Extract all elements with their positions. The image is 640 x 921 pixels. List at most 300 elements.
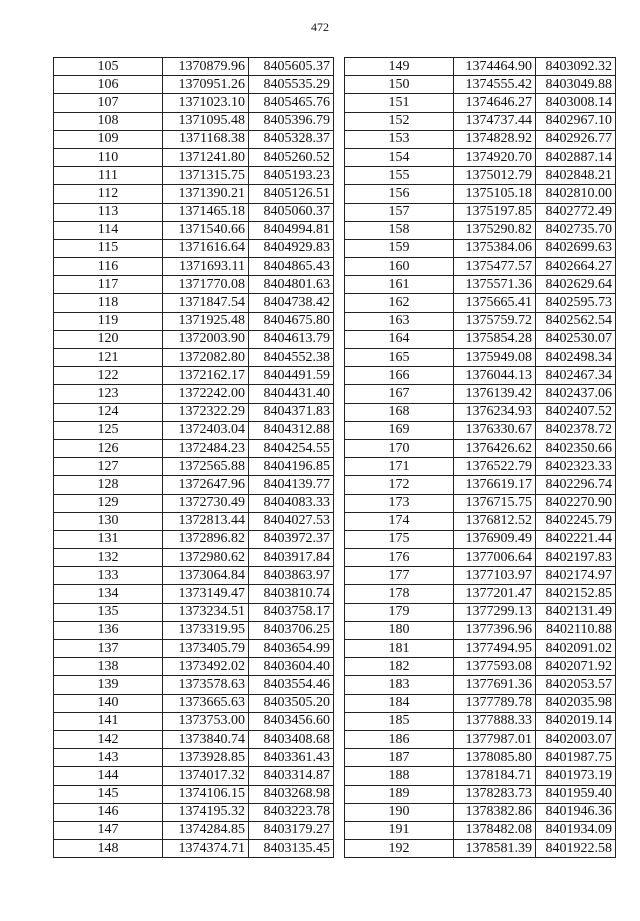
- x-coordinate-cell: 1371540.66: [163, 221, 249, 239]
- y-coordinate-cell: 8404139.77: [249, 476, 334, 494]
- point-number-cell: 131: [54, 530, 163, 548]
- x-coordinate-cell: 1377691.36: [454, 676, 536, 694]
- y-coordinate-cell: 8402221.44: [536, 530, 616, 548]
- table-row: [345, 803, 616, 821]
- y-coordinate-cell: 8401987.75: [536, 749, 616, 767]
- x-coordinate-cell: 1378581.39: [454, 840, 536, 858]
- point-number-cell: 128: [54, 476, 163, 494]
- point-number-cell: 171: [345, 458, 454, 476]
- x-coordinate-cell: 1371465.18: [163, 203, 249, 221]
- point-number-cell: 132: [54, 549, 163, 567]
- x-coordinate-cell: 1373578.63: [163, 676, 249, 694]
- table-row: [54, 767, 334, 785]
- table-row: [345, 439, 616, 457]
- point-number-cell: 155: [345, 167, 454, 185]
- x-coordinate-cell: 1372813.44: [163, 512, 249, 530]
- x-coordinate-cell: 1378184.71: [454, 767, 536, 785]
- point-number-cell: 157: [345, 203, 454, 221]
- table-row: [54, 494, 334, 512]
- point-number-cell: 134: [54, 585, 163, 603]
- point-number-cell: 113: [54, 203, 163, 221]
- x-coordinate-cell: 1377299.13: [454, 603, 536, 621]
- point-number-cell: 106: [54, 76, 163, 94]
- y-coordinate-cell: 8402071.92: [536, 658, 616, 676]
- y-coordinate-cell: 8405060.37: [249, 203, 334, 221]
- table-row: [54, 439, 334, 457]
- table-row: [345, 621, 616, 639]
- x-coordinate-cell: 1373492.02: [163, 658, 249, 676]
- y-coordinate-cell: 8402810.00: [536, 185, 616, 203]
- x-coordinate-cell: 1375949.08: [454, 349, 536, 367]
- table-row: [345, 676, 616, 694]
- table-row: [345, 385, 616, 403]
- y-coordinate-cell: 8402664.27: [536, 258, 616, 276]
- x-coordinate-cell: 1374828.92: [454, 130, 536, 148]
- point-number-cell: 125: [54, 421, 163, 439]
- x-coordinate-cell: 1374374.71: [163, 840, 249, 858]
- y-coordinate-cell: 8402091.02: [536, 640, 616, 658]
- x-coordinate-cell: 1373753.00: [163, 712, 249, 730]
- y-coordinate-cell: 8402378.72: [536, 421, 616, 439]
- page-number: 472: [311, 20, 329, 34]
- y-coordinate-cell: 8403049.88: [536, 76, 616, 94]
- y-coordinate-cell: 8402467.34: [536, 367, 616, 385]
- y-coordinate-cell: 8404613.79: [249, 330, 334, 348]
- y-coordinate-cell: 8402926.77: [536, 130, 616, 148]
- y-coordinate-cell: 8403810.74: [249, 585, 334, 603]
- y-coordinate-cell: 8402019.14: [536, 712, 616, 730]
- y-coordinate-cell: 8405193.23: [249, 167, 334, 185]
- y-coordinate-cell: 8401973.19: [536, 767, 616, 785]
- y-coordinate-cell: 8403505.20: [249, 694, 334, 712]
- y-coordinate-cell: 8401922.58: [536, 840, 616, 858]
- table-row: [54, 603, 334, 621]
- x-coordinate-cell: 1375197.85: [454, 203, 536, 221]
- x-coordinate-cell: 1374920.70: [454, 148, 536, 166]
- table-row: [54, 76, 334, 94]
- point-number-cell: 122: [54, 367, 163, 385]
- y-coordinate-cell: 8402035.98: [536, 694, 616, 712]
- x-coordinate-cell: 1378085.80: [454, 749, 536, 767]
- y-coordinate-cell: 8403314.87: [249, 767, 334, 785]
- table-row: [54, 712, 334, 730]
- x-coordinate-cell: 1374555.42: [454, 76, 536, 94]
- x-coordinate-cell: 1374106.15: [163, 785, 249, 803]
- y-coordinate-cell: 8402053.57: [536, 676, 616, 694]
- y-coordinate-cell: 8404865.43: [249, 258, 334, 276]
- point-number-cell: 116: [54, 258, 163, 276]
- table-row: [54, 167, 334, 185]
- x-coordinate-cell: 1372322.29: [163, 403, 249, 421]
- table-row: [54, 294, 334, 312]
- point-number-cell: 117: [54, 276, 163, 294]
- table-row: [345, 367, 616, 385]
- table-row: [54, 203, 334, 221]
- table-row: [345, 148, 616, 166]
- point-number-cell: 175: [345, 530, 454, 548]
- table-row: [345, 494, 616, 512]
- x-coordinate-cell: 1377396.96: [454, 621, 536, 639]
- y-coordinate-cell: 8403604.40: [249, 658, 334, 676]
- table-row: [54, 458, 334, 476]
- x-coordinate-cell: 1375759.72: [454, 312, 536, 330]
- y-coordinate-cell: 8402407.52: [536, 403, 616, 421]
- y-coordinate-cell: 8401959.40: [536, 785, 616, 803]
- table-row: [345, 258, 616, 276]
- point-number-cell: 186: [345, 730, 454, 748]
- y-coordinate-cell: 8404027.53: [249, 512, 334, 530]
- table-row: [54, 312, 334, 330]
- point-number-cell: 176: [345, 549, 454, 567]
- table-row: [345, 239, 616, 257]
- y-coordinate-cell: 8403863.97: [249, 567, 334, 585]
- y-coordinate-cell: 8401946.36: [536, 803, 616, 821]
- y-coordinate-cell: 8402735.70: [536, 221, 616, 239]
- table-row: [345, 76, 616, 94]
- y-coordinate-cell: 8403706.25: [249, 621, 334, 639]
- y-coordinate-cell: 8403917.84: [249, 549, 334, 567]
- table-row: [345, 476, 616, 494]
- x-coordinate-cell: 1371023.10: [163, 94, 249, 112]
- point-number-cell: 188: [345, 767, 454, 785]
- x-coordinate-cell: 1377494.95: [454, 640, 536, 658]
- point-number-cell: 183: [345, 676, 454, 694]
- x-coordinate-cell: 1375105.18: [454, 185, 536, 203]
- x-coordinate-cell: 1376426.62: [454, 439, 536, 457]
- point-number-cell: 158: [345, 221, 454, 239]
- table-row: [54, 585, 334, 603]
- point-number-cell: 182: [345, 658, 454, 676]
- x-coordinate-cell: 1372647.96: [163, 476, 249, 494]
- y-coordinate-cell: 8402699.63: [536, 239, 616, 257]
- coordinates-table-left-body: [54, 58, 334, 858]
- point-number-cell: 191: [345, 821, 454, 839]
- x-coordinate-cell: 1378382.86: [454, 803, 536, 821]
- point-number-cell: 147: [54, 821, 163, 839]
- y-coordinate-cell: 8403456.60: [249, 712, 334, 730]
- x-coordinate-cell: 1375384.06: [454, 239, 536, 257]
- y-coordinate-cell: 8404312.88: [249, 421, 334, 439]
- x-coordinate-cell: 1375477.57: [454, 258, 536, 276]
- point-number-cell: 124: [54, 403, 163, 421]
- x-coordinate-cell: 1371925.48: [163, 312, 249, 330]
- table-row: [54, 549, 334, 567]
- point-number-cell: 179: [345, 603, 454, 621]
- y-coordinate-cell: 8402498.34: [536, 349, 616, 367]
- x-coordinate-cell: 1373064.84: [163, 567, 249, 585]
- point-number-cell: 165: [345, 349, 454, 367]
- point-number-cell: 138: [54, 658, 163, 676]
- table-row: [345, 712, 616, 730]
- y-coordinate-cell: 8402131.49: [536, 603, 616, 621]
- point-number-cell: 162: [345, 294, 454, 312]
- table-row: [345, 749, 616, 767]
- point-number-cell: 120: [54, 330, 163, 348]
- x-coordinate-cell: 1374646.27: [454, 94, 536, 112]
- x-coordinate-cell: 1373928.85: [163, 749, 249, 767]
- table-row: [345, 458, 616, 476]
- table-row: [345, 658, 616, 676]
- point-number-cell: 148: [54, 840, 163, 858]
- x-coordinate-cell: 1374195.32: [163, 803, 249, 821]
- point-number-cell: 190: [345, 803, 454, 821]
- y-coordinate-cell: 8405328.37: [249, 130, 334, 148]
- y-coordinate-cell: 8402967.10: [536, 112, 616, 130]
- y-coordinate-cell: 8403972.37: [249, 530, 334, 548]
- point-number-cell: 168: [345, 403, 454, 421]
- y-coordinate-cell: 8403008.14: [536, 94, 616, 112]
- table-row: [345, 276, 616, 294]
- x-coordinate-cell: 1371693.11: [163, 258, 249, 276]
- x-coordinate-cell: 1373665.63: [163, 694, 249, 712]
- table-row: [54, 385, 334, 403]
- x-coordinate-cell: 1374737.44: [454, 112, 536, 130]
- y-coordinate-cell: 8401934.09: [536, 821, 616, 839]
- table-row: [54, 330, 334, 348]
- table-row: [54, 94, 334, 112]
- x-coordinate-cell: 1377987.01: [454, 730, 536, 748]
- x-coordinate-cell: 1376909.49: [454, 530, 536, 548]
- point-number-cell: 109: [54, 130, 163, 148]
- y-coordinate-cell: 8403554.46: [249, 676, 334, 694]
- y-coordinate-cell: 8403361.43: [249, 749, 334, 767]
- point-number-cell: 139: [54, 676, 163, 694]
- point-number-cell: 178: [345, 585, 454, 603]
- x-coordinate-cell: 1375665.41: [454, 294, 536, 312]
- table-row: [54, 821, 334, 839]
- table-row: [345, 585, 616, 603]
- y-coordinate-cell: 8404675.80: [249, 312, 334, 330]
- x-coordinate-cell: 1372403.04: [163, 421, 249, 439]
- point-number-cell: 163: [345, 312, 454, 330]
- table-row: [54, 658, 334, 676]
- table-row: [345, 403, 616, 421]
- point-number-cell: 149: [345, 58, 454, 76]
- y-coordinate-cell: 8402350.66: [536, 439, 616, 457]
- table-row: [345, 730, 616, 748]
- point-number-cell: 180: [345, 621, 454, 639]
- x-coordinate-cell: 1376619.17: [454, 476, 536, 494]
- x-coordinate-cell: 1372980.62: [163, 549, 249, 567]
- x-coordinate-cell: 1374464.90: [454, 58, 536, 76]
- table-row: [54, 276, 334, 294]
- y-coordinate-cell: 8402772.49: [536, 203, 616, 221]
- table-row: [54, 148, 334, 166]
- point-number-cell: 141: [54, 712, 163, 730]
- y-coordinate-cell: 8402848.21: [536, 167, 616, 185]
- table-row: [54, 421, 334, 439]
- x-coordinate-cell: 1373319.95: [163, 621, 249, 639]
- point-number-cell: 129: [54, 494, 163, 512]
- y-coordinate-cell: 8403223.78: [249, 803, 334, 821]
- x-coordinate-cell: 1373405.79: [163, 640, 249, 658]
- y-coordinate-cell: 8403092.32: [536, 58, 616, 76]
- table-row: [54, 785, 334, 803]
- table-row: [54, 840, 334, 858]
- table-row: [54, 694, 334, 712]
- y-coordinate-cell: 8403179.27: [249, 821, 334, 839]
- x-coordinate-cell: 1377789.78: [454, 694, 536, 712]
- point-number-cell: 161: [345, 276, 454, 294]
- table-row: [54, 239, 334, 257]
- point-number-cell: 121: [54, 349, 163, 367]
- x-coordinate-cell: 1371770.08: [163, 276, 249, 294]
- table-row: [54, 130, 334, 148]
- table-row: [345, 312, 616, 330]
- coordinates-table-right-body: [345, 58, 616, 858]
- y-coordinate-cell: 8402323.33: [536, 458, 616, 476]
- y-coordinate-cell: 8404083.33: [249, 494, 334, 512]
- x-coordinate-cell: 1371847.54: [163, 294, 249, 312]
- x-coordinate-cell: 1374017.32: [163, 767, 249, 785]
- x-coordinate-cell: 1371168.38: [163, 130, 249, 148]
- y-coordinate-cell: 8405126.51: [249, 185, 334, 203]
- point-number-cell: 159: [345, 239, 454, 257]
- y-coordinate-cell: 8402530.07: [536, 330, 616, 348]
- table-row: [345, 530, 616, 548]
- y-coordinate-cell: 8404491.59: [249, 367, 334, 385]
- table-row: [345, 785, 616, 803]
- x-coordinate-cell: 1372082.80: [163, 349, 249, 367]
- x-coordinate-cell: 1376715.75: [454, 494, 536, 512]
- x-coordinate-cell: 1372730.49: [163, 494, 249, 512]
- x-coordinate-cell: 1378283.73: [454, 785, 536, 803]
- table-row: [54, 258, 334, 276]
- point-number-cell: 126: [54, 439, 163, 457]
- x-coordinate-cell: 1371616.64: [163, 239, 249, 257]
- y-coordinate-cell: 8404254.55: [249, 439, 334, 457]
- table-row: [54, 512, 334, 530]
- y-coordinate-cell: 8404929.83: [249, 239, 334, 257]
- y-coordinate-cell: 8402629.64: [536, 276, 616, 294]
- y-coordinate-cell: 8403758.17: [249, 603, 334, 621]
- y-coordinate-cell: 8405535.29: [249, 76, 334, 94]
- table-row: [345, 221, 616, 239]
- y-coordinate-cell: 8403654.99: [249, 640, 334, 658]
- y-coordinate-cell: 8402152.85: [536, 585, 616, 603]
- point-number-cell: 136: [54, 621, 163, 639]
- y-coordinate-cell: 8402110.88: [536, 621, 616, 639]
- table-row: [345, 603, 616, 621]
- x-coordinate-cell: 1371315.75: [163, 167, 249, 185]
- x-coordinate-cell: 1377888.33: [454, 712, 536, 730]
- table-row: [345, 640, 616, 658]
- x-coordinate-cell: 1375854.28: [454, 330, 536, 348]
- x-coordinate-cell: 1377103.97: [454, 567, 536, 585]
- point-number-cell: 167: [345, 385, 454, 403]
- point-number-cell: 181: [345, 640, 454, 658]
- point-number-cell: 169: [345, 421, 454, 439]
- table-row: [54, 112, 334, 130]
- x-coordinate-cell: 1378482.08: [454, 821, 536, 839]
- y-coordinate-cell: 8404801.63: [249, 276, 334, 294]
- table-row: [345, 167, 616, 185]
- point-number-cell: 174: [345, 512, 454, 530]
- table-row: [54, 640, 334, 658]
- table-row: [54, 730, 334, 748]
- point-number-cell: 107: [54, 94, 163, 112]
- x-coordinate-cell: 1373234.51: [163, 603, 249, 621]
- x-coordinate-cell: 1372242.00: [163, 385, 249, 403]
- point-number-cell: 144: [54, 767, 163, 785]
- coordinates-table-left: [53, 57, 334, 858]
- x-coordinate-cell: 1376330.67: [454, 421, 536, 439]
- x-coordinate-cell: 1376812.52: [454, 512, 536, 530]
- table-row: [345, 349, 616, 367]
- y-coordinate-cell: 8402437.06: [536, 385, 616, 403]
- point-number-cell: 108: [54, 112, 163, 130]
- point-number-cell: 114: [54, 221, 163, 239]
- point-number-cell: 145: [54, 785, 163, 803]
- x-coordinate-cell: 1371390.21: [163, 185, 249, 203]
- point-number-cell: 152: [345, 112, 454, 130]
- point-number-cell: 189: [345, 785, 454, 803]
- table-row: [54, 221, 334, 239]
- x-coordinate-cell: 1376234.93: [454, 403, 536, 421]
- table-row: [54, 185, 334, 203]
- y-coordinate-cell: 8402174.97: [536, 567, 616, 585]
- x-coordinate-cell: 1372896.82: [163, 530, 249, 548]
- y-coordinate-cell: 8404371.83: [249, 403, 334, 421]
- table-row: [345, 767, 616, 785]
- point-number-cell: 115: [54, 239, 163, 257]
- table-row: [345, 112, 616, 130]
- y-coordinate-cell: 8402562.54: [536, 312, 616, 330]
- table-row: [54, 676, 334, 694]
- y-coordinate-cell: 8404431.40: [249, 385, 334, 403]
- table-row: [345, 330, 616, 348]
- x-coordinate-cell: 1370879.96: [163, 58, 249, 76]
- table-row: [345, 421, 616, 439]
- point-number-cell: 105: [54, 58, 163, 76]
- y-coordinate-cell: 8405260.52: [249, 148, 334, 166]
- point-number-cell: 170: [345, 439, 454, 457]
- y-coordinate-cell: 8402270.90: [536, 494, 616, 512]
- x-coordinate-cell: 1371241.80: [163, 148, 249, 166]
- y-coordinate-cell: 8403408.68: [249, 730, 334, 748]
- table-row: [54, 58, 334, 76]
- point-number-cell: 127: [54, 458, 163, 476]
- table-row: [345, 58, 616, 76]
- table-row: [345, 203, 616, 221]
- table-row: [345, 694, 616, 712]
- y-coordinate-cell: 8402296.74: [536, 476, 616, 494]
- x-coordinate-cell: 1370951.26: [163, 76, 249, 94]
- table-row: [54, 367, 334, 385]
- x-coordinate-cell: 1377201.47: [454, 585, 536, 603]
- point-number-cell: 184: [345, 694, 454, 712]
- point-number-cell: 112: [54, 185, 163, 203]
- x-coordinate-cell: 1377006.64: [454, 549, 536, 567]
- point-number-cell: 153: [345, 130, 454, 148]
- point-number-cell: 166: [345, 367, 454, 385]
- table-row: [345, 130, 616, 148]
- table-row: [345, 512, 616, 530]
- x-coordinate-cell: 1376522.79: [454, 458, 536, 476]
- point-number-cell: 118: [54, 294, 163, 312]
- y-coordinate-cell: 8405396.79: [249, 112, 334, 130]
- y-coordinate-cell: 8405605.37: [249, 58, 334, 76]
- point-number-cell: 177: [345, 567, 454, 585]
- x-coordinate-cell: 1377593.08: [454, 658, 536, 676]
- y-coordinate-cell: 8404196.85: [249, 458, 334, 476]
- table-row: [345, 567, 616, 585]
- table-row: [345, 294, 616, 312]
- y-coordinate-cell: 8403268.98: [249, 785, 334, 803]
- y-coordinate-cell: 8402887.14: [536, 148, 616, 166]
- table-row: [54, 530, 334, 548]
- x-coordinate-cell: 1376139.42: [454, 385, 536, 403]
